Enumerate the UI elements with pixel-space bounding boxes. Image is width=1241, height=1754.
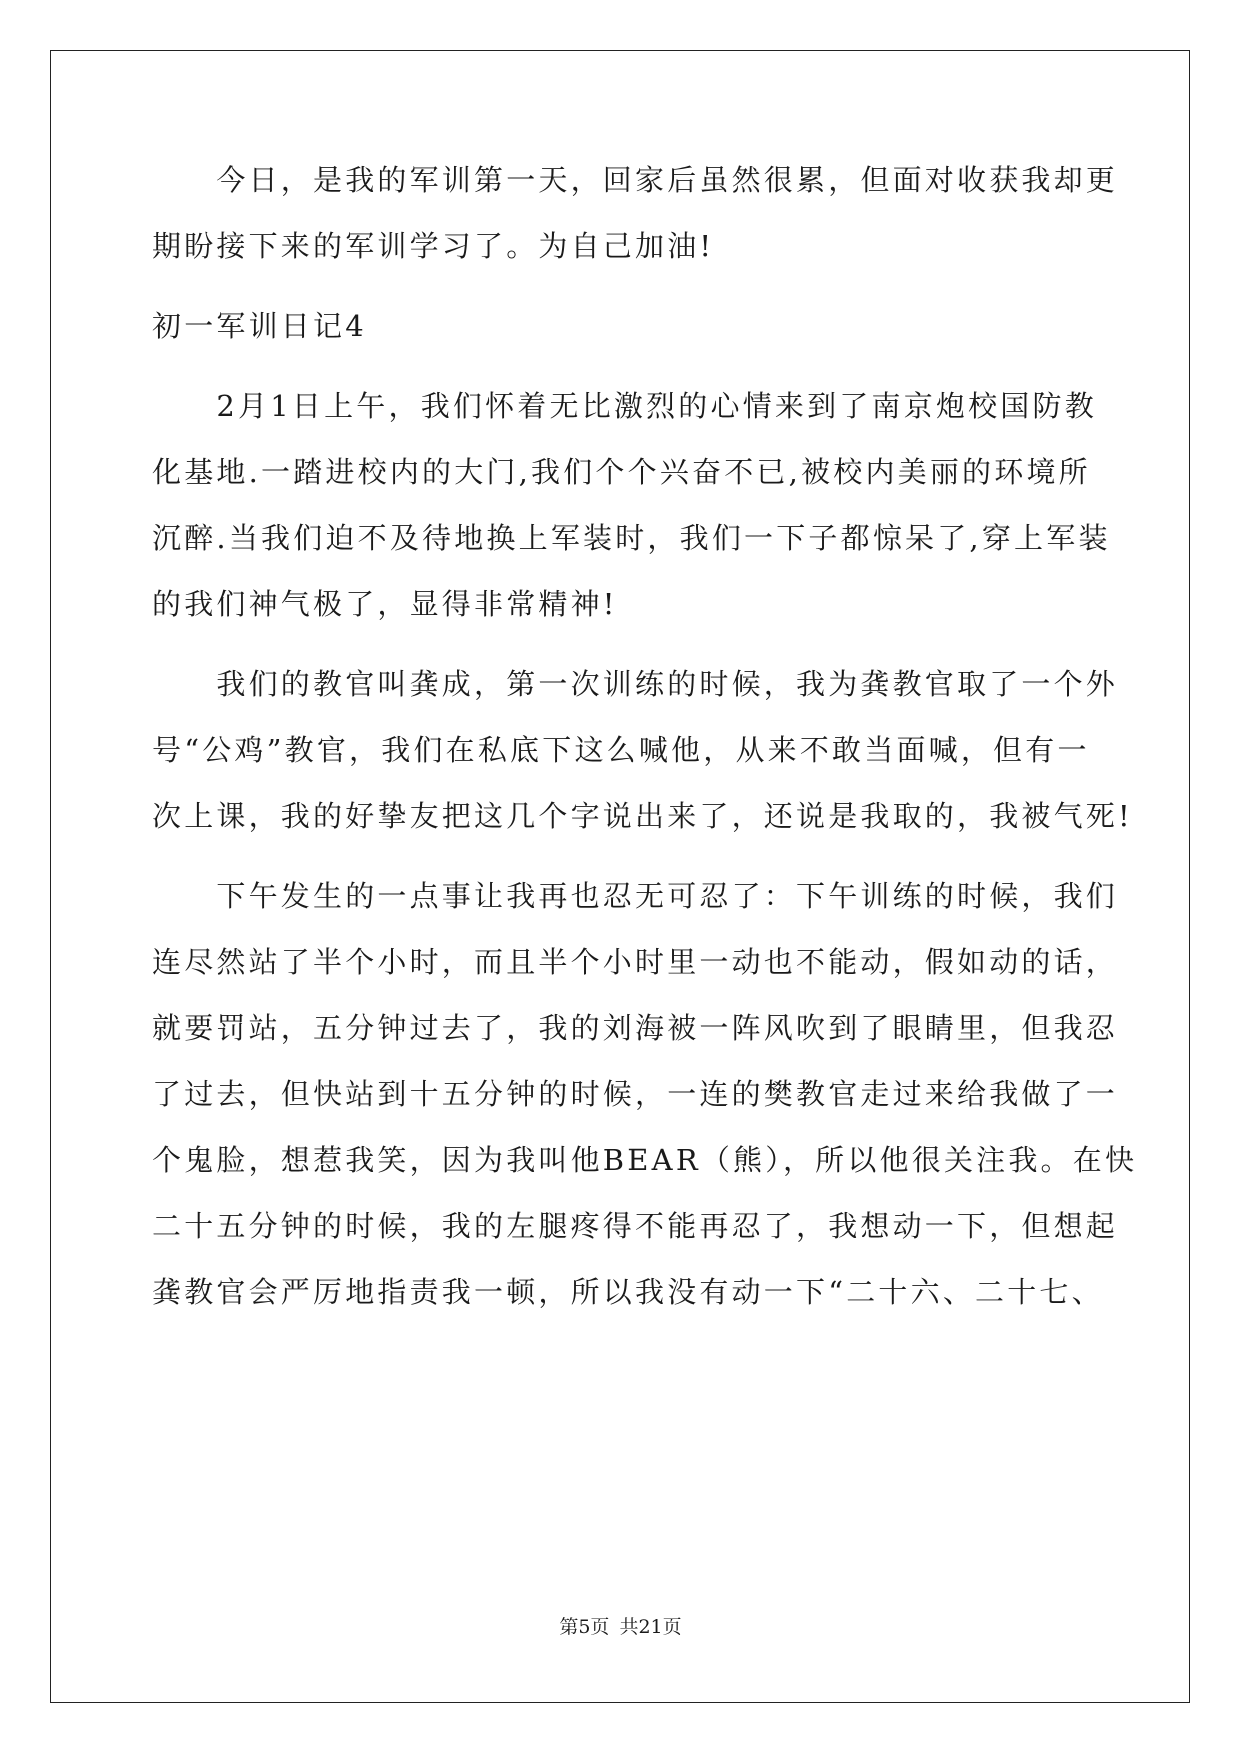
- text-line: 2月1日上午，我们怀着无比激烈的心情来到了南京炮校国防教: [152, 389, 1097, 423]
- text-line: 连尽然站了半个小时，而且半个小时里一动也不能动，假如动的话，: [152, 945, 1119, 979]
- text-line: 下午发生的一点事让我再也忍无可忍了：下午训练的时候，我们: [152, 879, 1119, 913]
- text-line: 沉醉.当我们迫不及待地换上军装时，我们一下子都惊呆了,穿上军装: [152, 521, 1111, 555]
- text-line: 次上课，我的好挚友把这几个字说出来了，还说是我取的，我被气死!: [152, 799, 1133, 833]
- text-line: 我们的教官叫龚成，第一次训练的时候，我为龚教官取了一个外: [152, 667, 1119, 701]
- text-line: 二十五分钟的时候，我的左腿疼得不能再忍了，我想动一下，但想起: [152, 1209, 1119, 1243]
- text-line: 了过去，但快站到十五分钟的时候，一连的樊教官走过来给我做了一: [152, 1077, 1119, 1111]
- section-heading: 初一军训日记4: [152, 309, 367, 343]
- text-line: 化基地.一踏进校内的大门,我们个个兴奋不已,被校内美丽的环境所: [152, 455, 1091, 489]
- text-line: 的我们神气极了，显得非常精神!: [152, 587, 618, 621]
- text-line: 号“公鸡”教官，我们在私底下这么喊他，从来不敢当面喊，但有一: [152, 733, 1090, 767]
- page-footer: [0, 1618, 1241, 1637]
- page-frame: [50, 50, 1190, 1703]
- text-line: 就要罚站，五分钟过去了，我的刘海被一阵风吹到了眼睛里，但我忍: [152, 1011, 1119, 1045]
- text-line: 龚教官会严厉地指责我一顿，所以我没有动一下“二十六、二十七、: [152, 1275, 1104, 1309]
- text-line: 个鬼脸，想惹我笑，因为我叫他BEAR（熊），所以他很关注我。在快: [152, 1143, 1138, 1177]
- page-number: 第5页: [559, 1616, 610, 1638]
- text-line: 期盼接下来的军训学习了。为自己加油!: [152, 229, 715, 263]
- page-total: 共21页: [619, 1616, 682, 1638]
- text-line: 今日，是我的军训第一天，回家后虽然很累，但面对收获我却更: [152, 163, 1119, 197]
